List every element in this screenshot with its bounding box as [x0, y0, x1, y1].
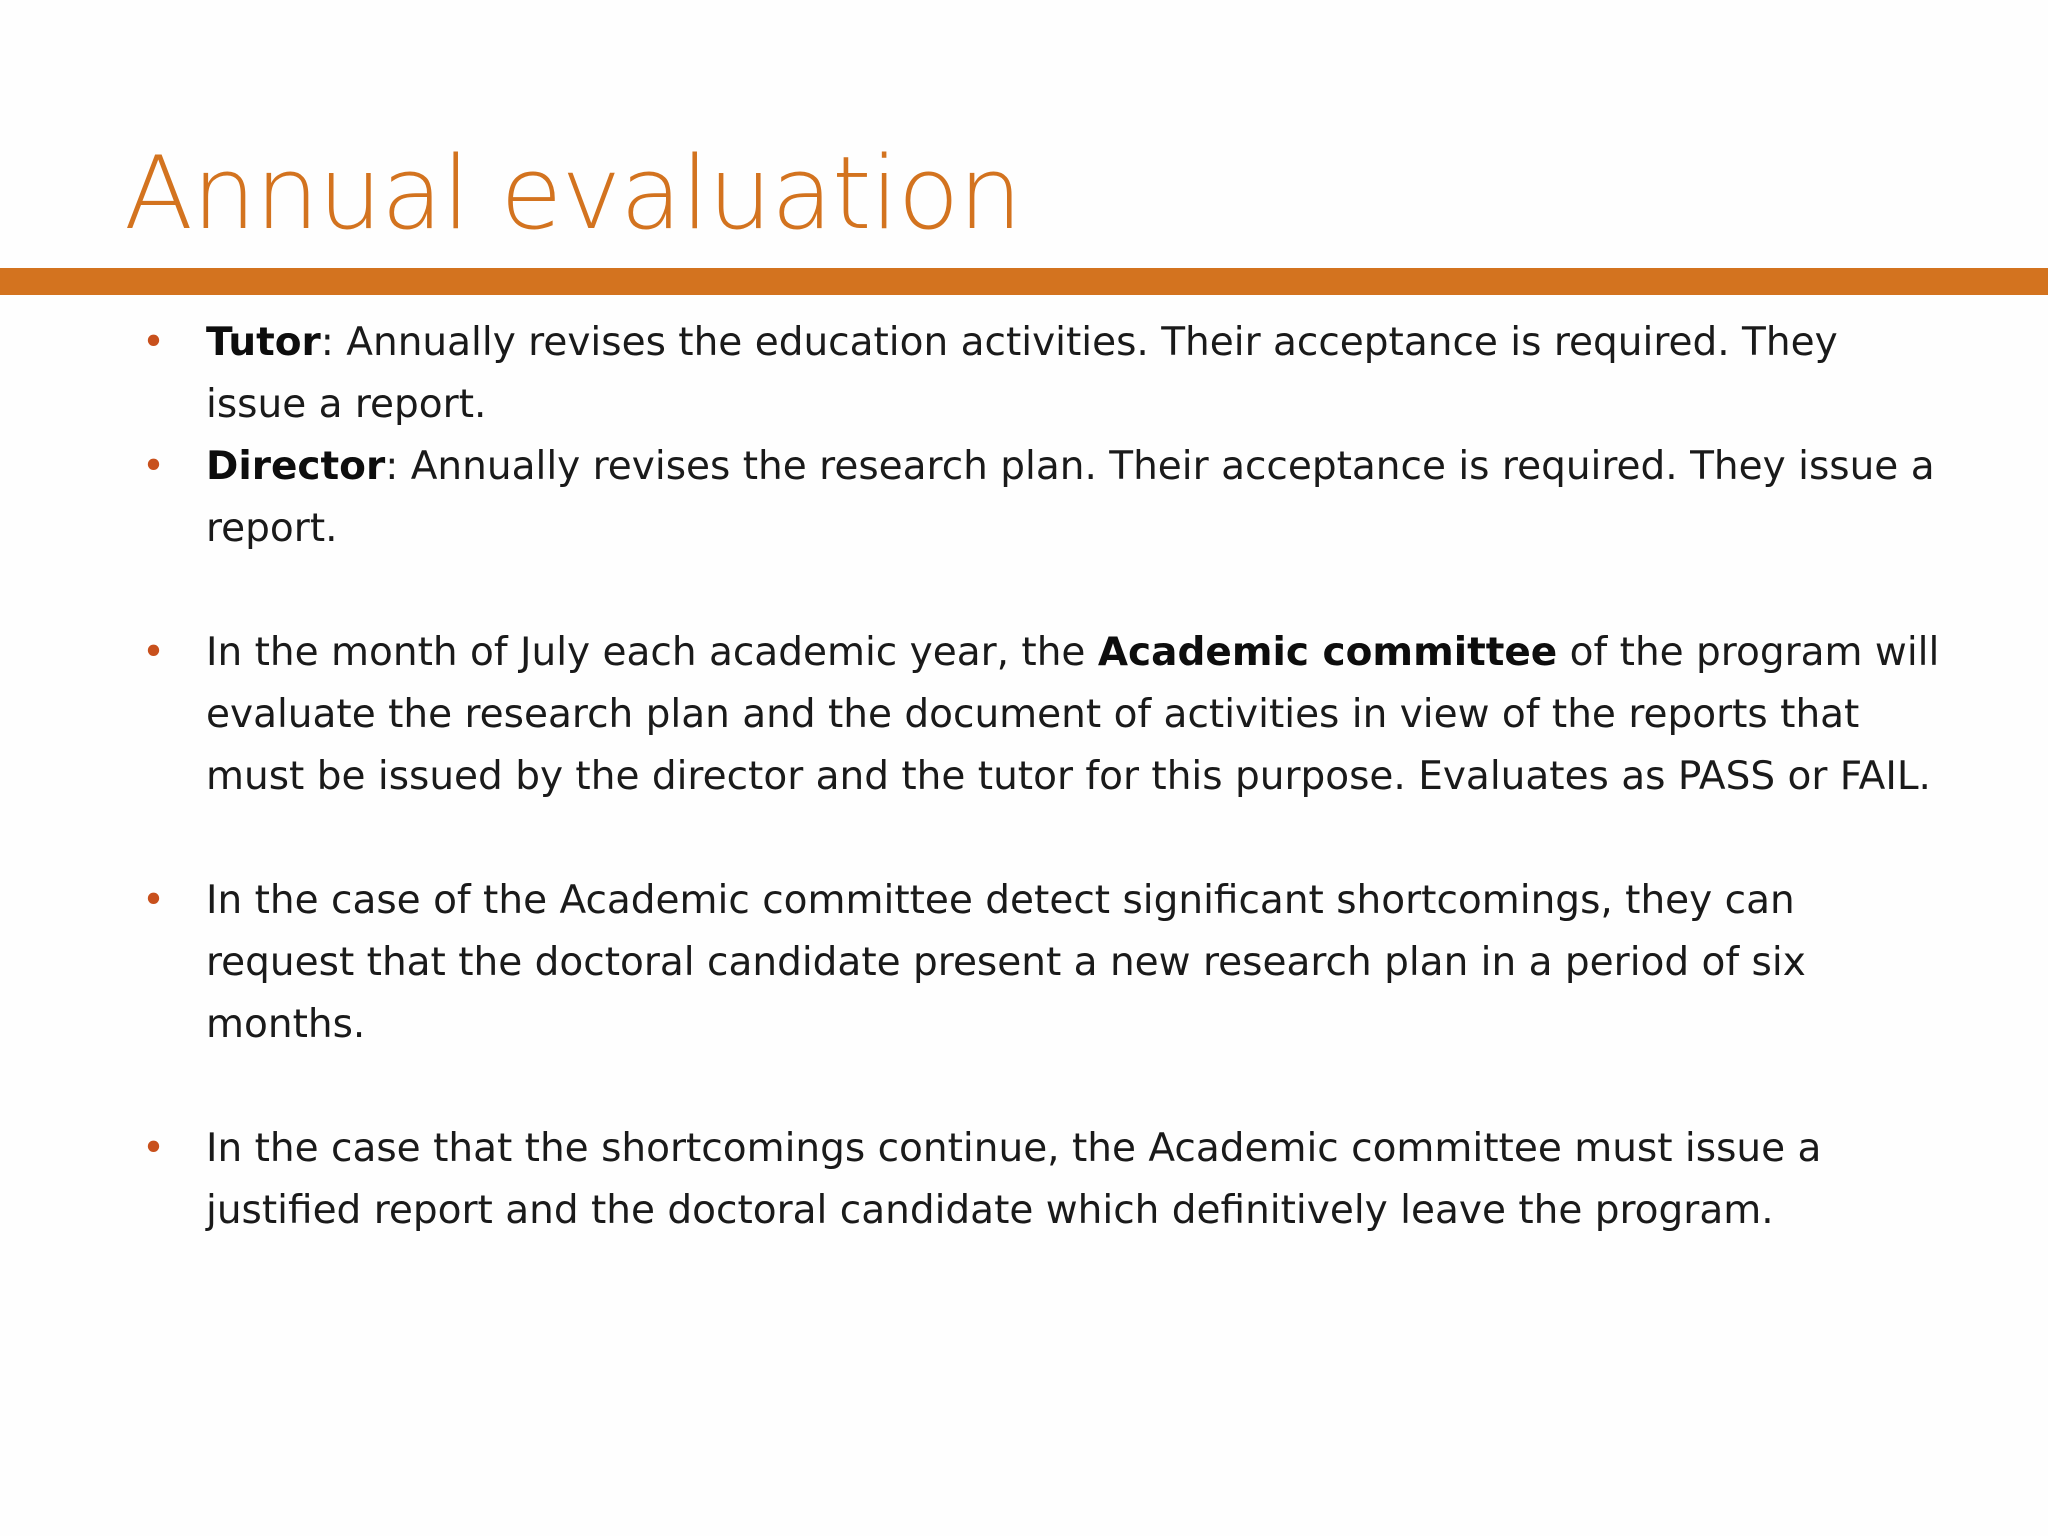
bullet-term: Academic committee [1097, 630, 1558, 675]
bullet-dot-icon: • [142, 878, 166, 923]
bullet-text-before: In the month of July each academic year, the [206, 630, 1098, 675]
bullet-director [142, 436, 1946, 560]
bullet-shortcomings-continue [142, 1118, 1946, 1242]
bullet-academic-committee [142, 622, 1946, 808]
bullet-dot-icon: • [142, 444, 166, 489]
bullet-text: In the case of the Academic committee detect significant shortcomings, they can request that the doctoral candidate present a new research plan in a period of six months. [206, 878, 1806, 1047]
bullet-dot-icon: • [142, 630, 166, 675]
bullet-text: : Annually revises the research plan. Their acceptance is required. They issue a report. [206, 444, 1935, 551]
bullet-tutor [142, 312, 1946, 436]
bullet-term: Director [206, 444, 386, 489]
bullet-dot-icon: • [142, 320, 166, 365]
bullet-text: In the case that the shortcomings continue, the Academic committee must issue a justified report and the doctoral candidate which definitively leave the program. [206, 1126, 1822, 1233]
title-divider [0, 268, 2048, 295]
bullet-text-after: of the program will evaluate the research plan and the document of activities in view of the reports that must be issued by the director and the tutor for this purpose. Evaluates as PASS or FAIL. [206, 630, 1940, 799]
bullet-text: : Annually revises the education activities. Their acceptance is required. They issue a report. [206, 320, 1838, 427]
bullet-dot-icon: • [142, 1126, 166, 1171]
bullet-term: Tutor [206, 320, 321, 365]
bullet-shortcomings [142, 870, 1946, 1056]
slide-title: Annual evaluation [124, 134, 1022, 252]
bullet-list [142, 312, 1946, 1242]
